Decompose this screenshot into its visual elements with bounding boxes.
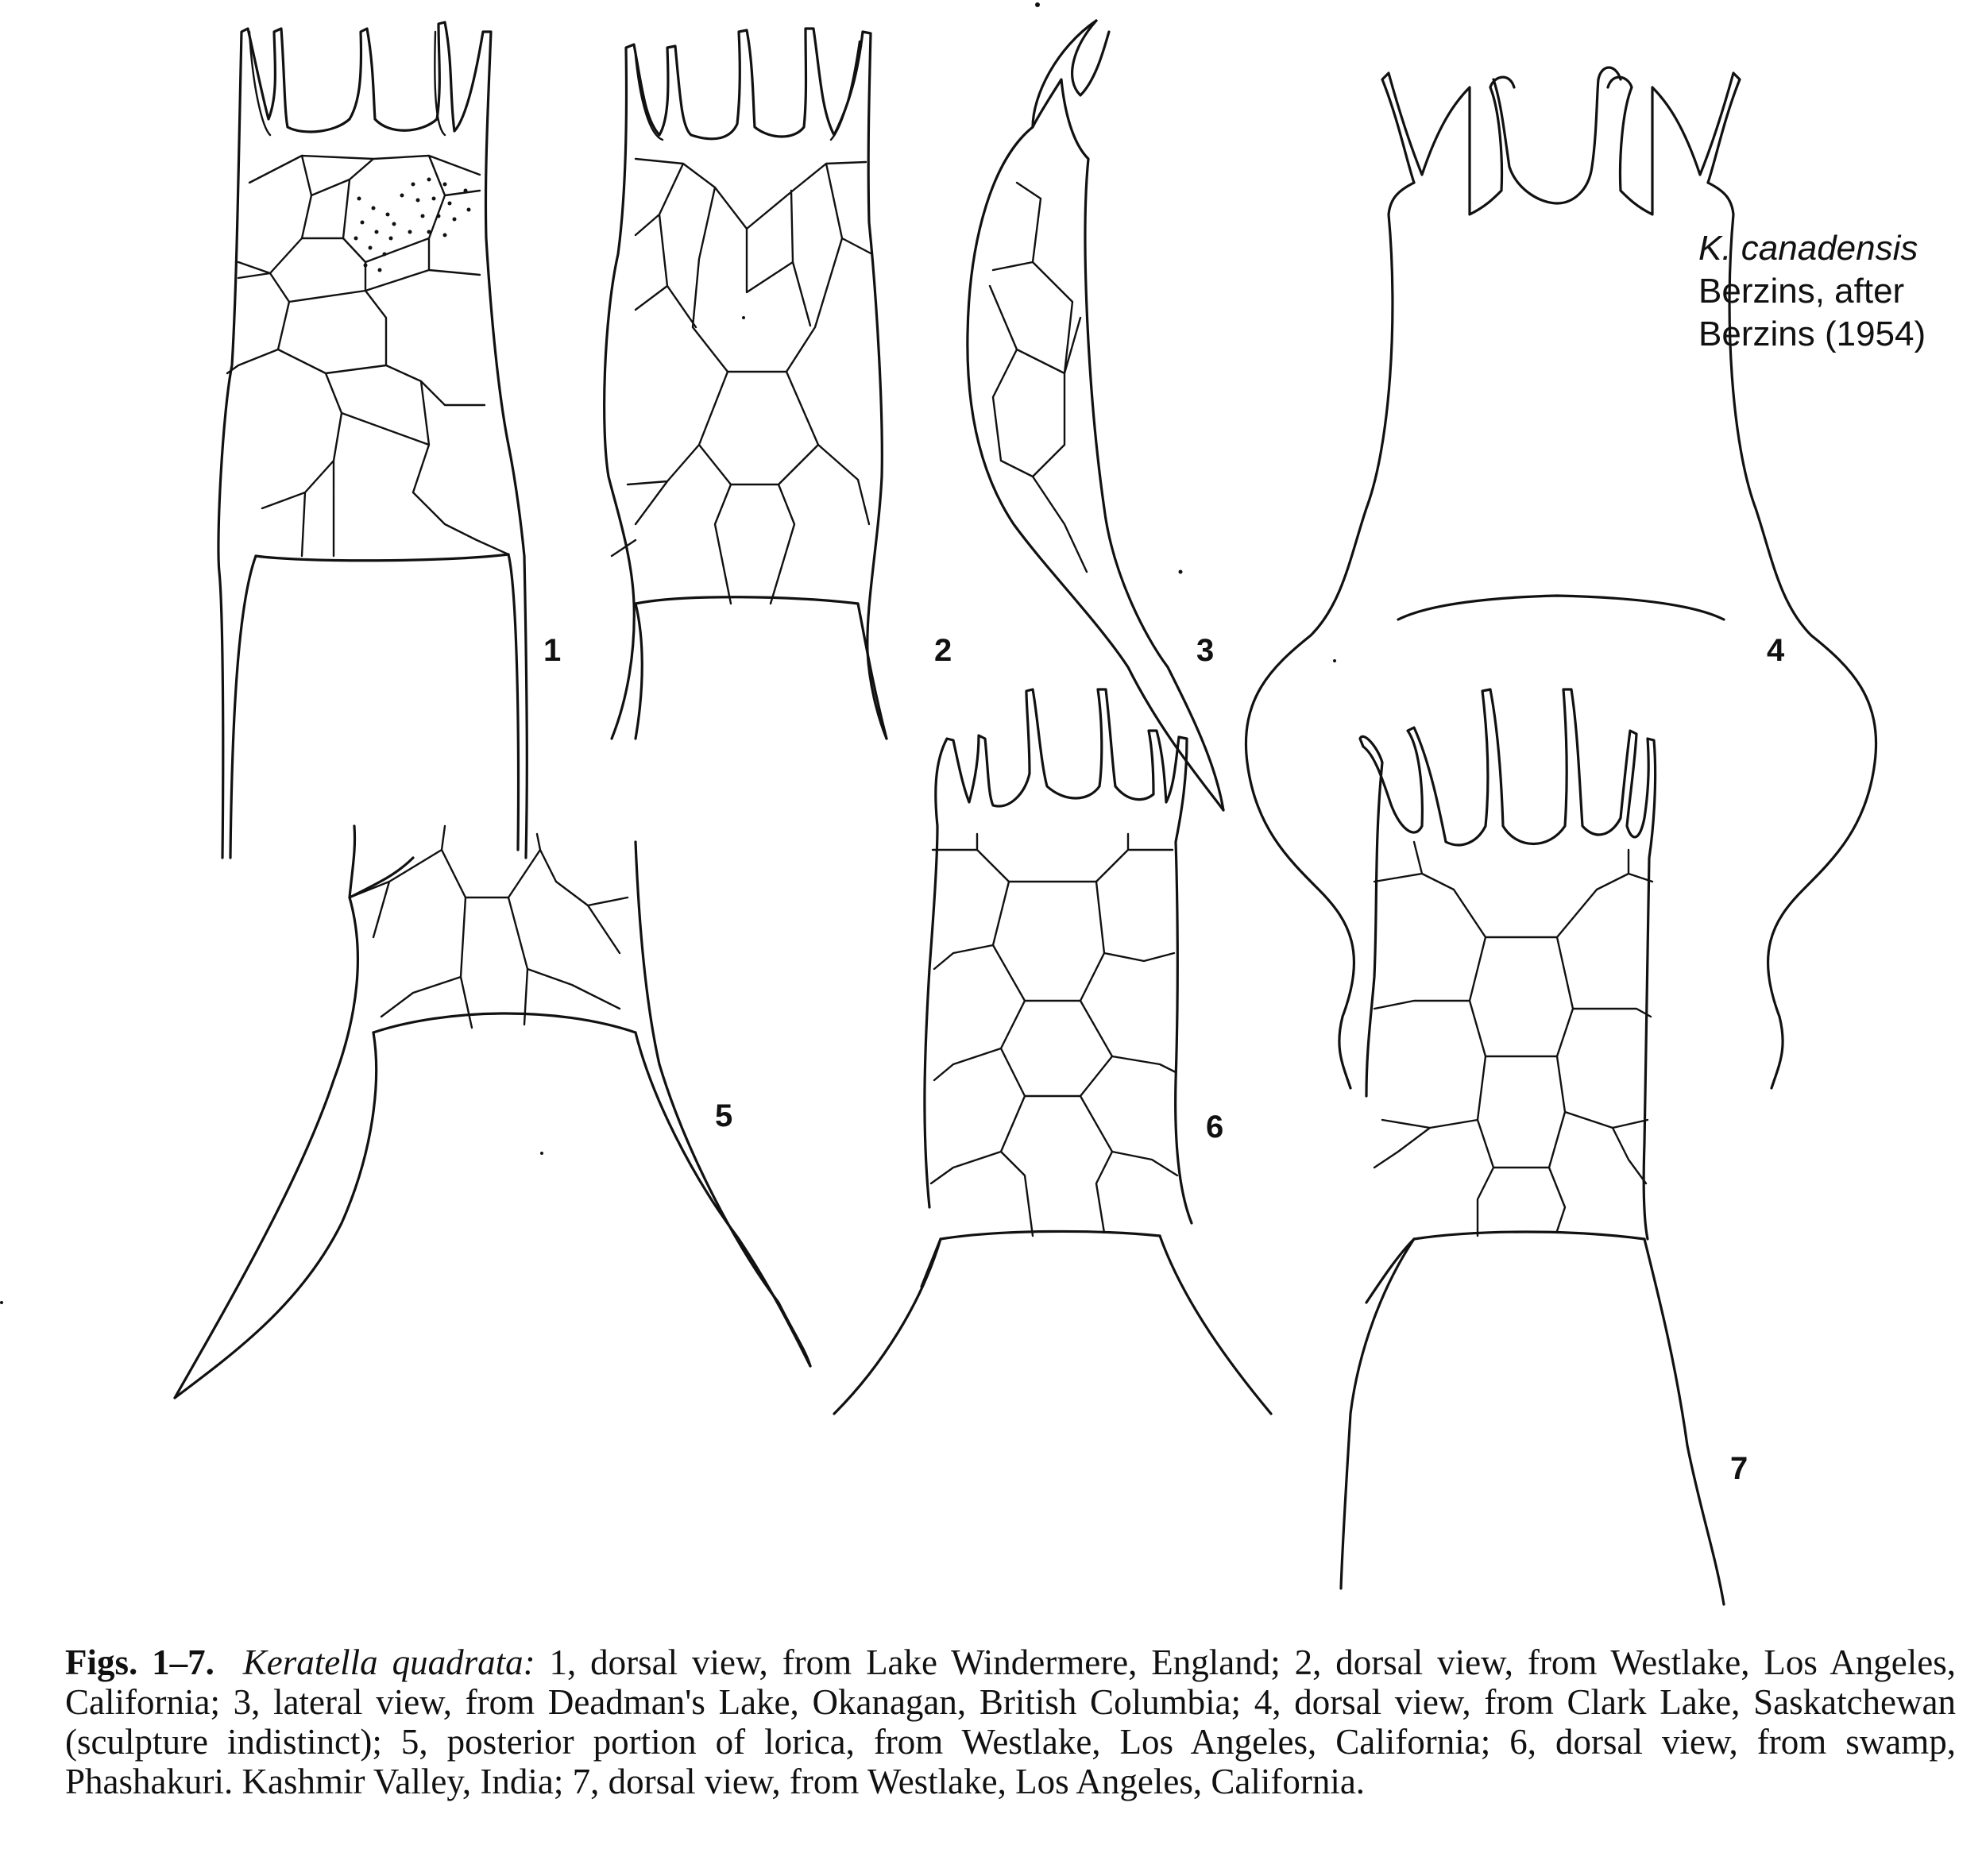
figure-number-1: 1 bbox=[543, 633, 562, 668]
figure-1-drawing bbox=[218, 22, 527, 858]
caption-heading: Figs. 1–7. bbox=[65, 1642, 214, 1682]
figure-number-2: 2 bbox=[934, 633, 952, 668]
species-note-line3: Berzins (1954) bbox=[1698, 315, 1926, 353]
species-note-line2: Berzins, after bbox=[1698, 272, 1905, 311]
species-note-name: K. canadensis bbox=[1698, 229, 1918, 268]
figure-number-7: 7 bbox=[1730, 1451, 1748, 1486]
species-note bbox=[1698, 227, 1961, 356]
figure-number-6: 6 bbox=[1206, 1110, 1224, 1145]
caption-text: 1, dorsal view, from Lake Windermere, England; 2, dorsal view, from Westlake, Los Angeles, California; 3, lateral view, from Deadman's Lake, Okanagan, British Columbia; 4, dorsal view, from Clark Lake, Saskatchewan (sculpture indistinct); 5, posterior portion of lorica, from Westlake, Los Angeles, California; 6, dorsal view, from swamp, Phashakuri. Kashmir Valley, India; 7, dorsal view, from Westlake, Los Angeles, California. bbox=[65, 1642, 1957, 1801]
figure-caption bbox=[65, 1642, 1956, 1801]
figure-7-drawing bbox=[1341, 689, 1724, 1604]
figure-number-3: 3 bbox=[1196, 633, 1215, 668]
caption-species: Keratella quadrata: bbox=[242, 1642, 535, 1682]
figure-number-4: 4 bbox=[1767, 633, 1785, 668]
figure-2-drawing bbox=[605, 29, 887, 739]
figure-4-drawing bbox=[1246, 68, 1876, 1088]
figure-6-drawing bbox=[834, 689, 1271, 1414]
figure-number-5: 5 bbox=[715, 1098, 733, 1133]
figure-3-drawing bbox=[968, 21, 1223, 810]
